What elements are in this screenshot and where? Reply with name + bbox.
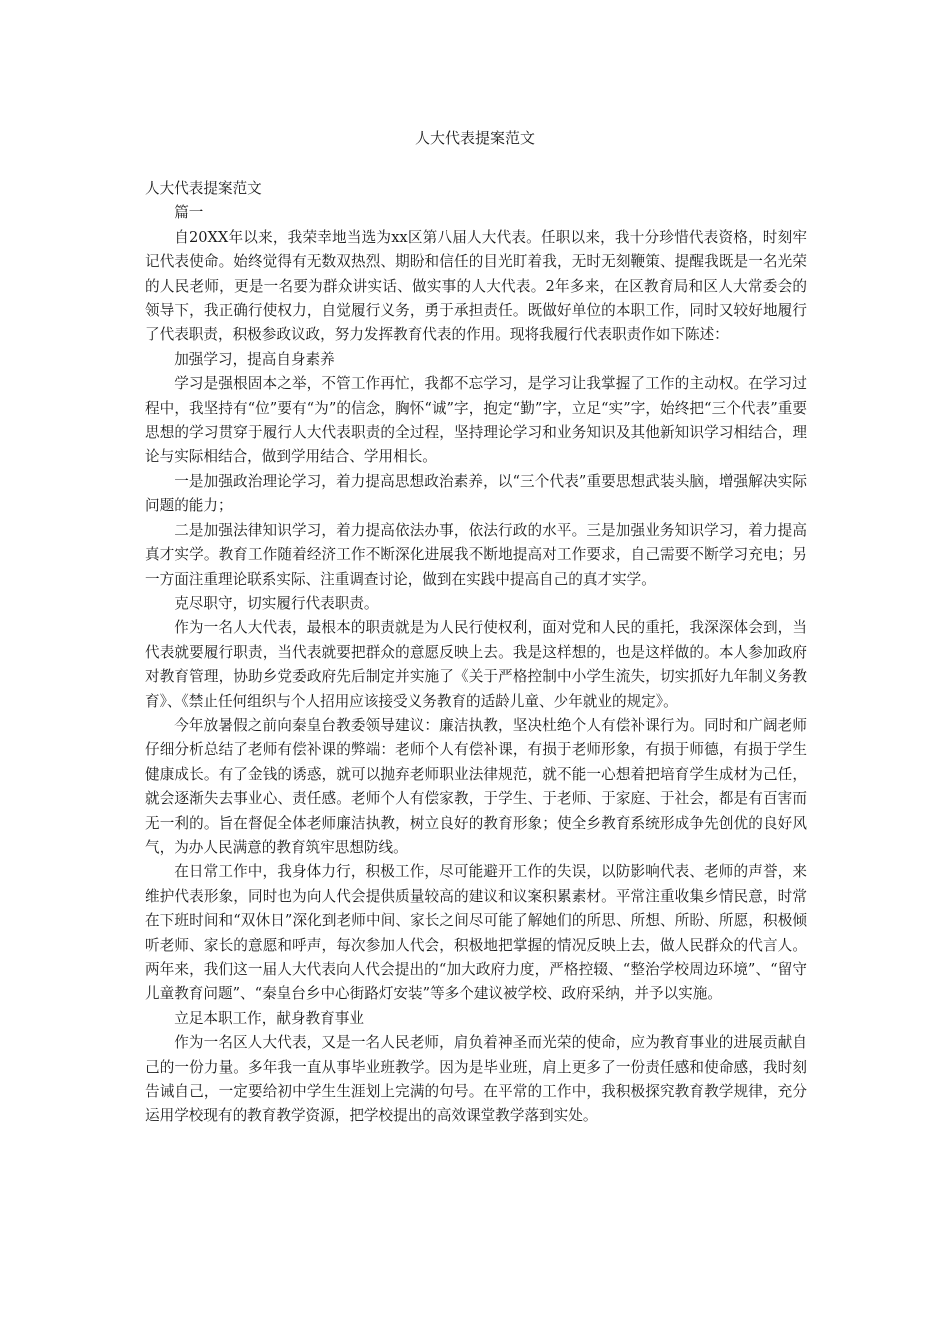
- section-heading: 立足本职工作，献身教育事业: [174, 1009, 364, 1027]
- section-heading: 克尽职守，切实履行代表职责。: [174, 594, 379, 612]
- document-body: [145, 177, 807, 1129]
- paragraph: 在日常工作中，我身体力行，积极工作，尽可能避开工作的失误，以防影响代表、老师的声誉，来维护代表形象，同时也为向人代会提供质量较高的建议和议案积累素材。平常注重收集乡情民意，时常在下班时间和“双休日”深化到老师中间、家长之间尽可能了解她们的所思、所想、所盼、所愿，积极倾听老师、家长的意愿和呼声，每次参加人代会，积极地把掌握的情况反映上去，做人民群众的代言人。两年来，我们这一届人大代表向人代会提出的“加大政府力度，严格控辍、“整治学校周边环境”、“留守儿童教育问题”、“秦皇台乡中心街路灯安装”等多个建议被学校、政府采纳，并予以实施。: [145, 863, 807, 1003]
- paragraph: 今年放暑假之前向秦皇台教委领导建议：廉洁执教，坚决杜绝个人有偿补课行为。同时和广阔老师仔细分析总结了老师有偿补课的弊端：老师个人有偿补课，有损于老师形象，有损于师德，有损于学生健康成长。有了金钱的诱惑，就可以抛弃老师职业法律规范，就不能一心想着把培育学生成材为己任，就会逐渐失去事业心、责任感。老师个人有偿家教，于学生、于老师、于家庭、于社会，都是有百害而无一利的。旨在督促全体老师廉洁执教，树立良好的教育形象；使全乡教育系统形成争先创优的良好风气，为办人民满意的教育筑牢思想防线。: [145, 716, 807, 856]
- paragraph: 作为一名人大代表，最根本的职责就是为人民行使权利，面对党和人民的重托，我深深体会到，当代表就要履行职责，当代表就要把群众的意愿反映上去。我是这样想的，也是这样做的。本人参加政府对教育管理，协助乡党委政府先后制定并实施了《关于严格控制中小学生流失，切实抓好九年制义务教育》、《禁止任何组织与个人招用应该接受义务教育的适龄儿童、少年就业的规定》。: [145, 619, 807, 710]
- section-label: 篇一: [174, 204, 204, 222]
- paragraph: 学习是强根固本之举，不管工作再忙，我都不忘学习，是学习让我掌握了工作的主动权。在学习过程中，我坚持有“位”要有“为”的信念，胸怀“诚”字，抱定“勤”字，立足“实”字，始终把“三个代表”重要思想的学习贯穿于履行人大代表职责的全过程，坚持理论学习和业务知识及其他新知识学习相结合，理论与实际相结合，做到学用结合、学用相长。: [145, 375, 807, 466]
- section-heading: 加强学习，提高自身素养: [174, 350, 335, 368]
- document-title: 人大代表提案范文: [414, 129, 535, 147]
- paragraph: 作为一名区人大代表，又是一名人民老师，肩负着神圣而光荣的使命，应为教育事业的进展贡献自己的一份力量。多年我一直从事毕业班教学。因为是毕业班，肩上更多了一份责任感和使命感，我时刻告诫自己，一定要给初中学生生涯划上完满的句号。在平常的工作中，我积极探究教育教学规律，充分运用学校现有的教育教学资源，把学校提出的高效课堂教学落到实处。: [145, 1034, 807, 1125]
- paragraph: 二是加强法律知识学习，着力提高依法办事，依法行政的水平。三是加强业务知识学习，着力提高真才实学。教育工作随着经济工作不断深化进展我不断地提高对工作要求，自己需要不断学习充电；另一方面注重理论联系实际、注重调查讨论，做到在实践中提高自己的真才实学。: [145, 521, 807, 588]
- paragraph: 自20XX年以来，我荣幸地当选为xx区第八届人大代表。任职以来，我十分珍惜代表资格，时刻牢记代表使命。始终觉得有无数双热烈、期盼和信任的目光盯着我，无时无刻鞭策、提醒我既是一名光荣的人民老师，更是一名要为群众讲实话、做实事的人大代表。2年多来，在区教育局和区人大常委会的领导下，我正确行使权力，自觉履行义务，勇于承担责任。既做好单位的本职工作，同时又较好地履行了代表职责，积极参政议政，努力发挥教育代表的作用。现将我履行代表职责作如下陈述：: [145, 228, 807, 344]
- body-subtitle: 人大代表提案范文: [145, 180, 262, 197]
- paragraph: 一是加强政治理论学习，着力提高思想政治素养，以“三个代表”重要思想武装头脑，增强解决实际问题的能力；: [145, 472, 807, 515]
